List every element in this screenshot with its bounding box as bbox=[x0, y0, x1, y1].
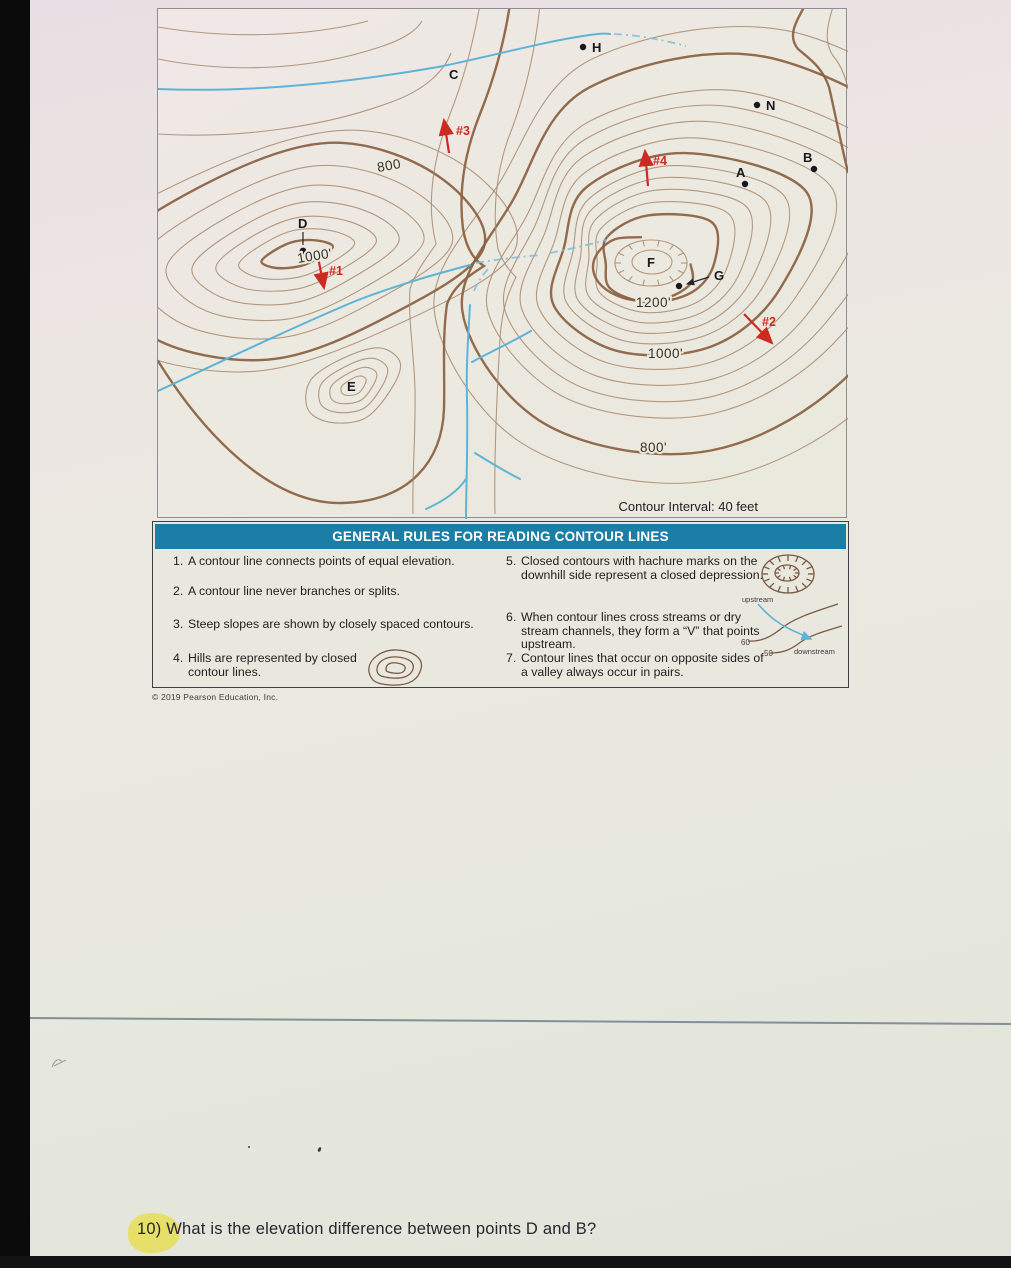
contour-label-800-right: 800' bbox=[640, 440, 668, 455]
contour-label-1200: 1200' bbox=[636, 295, 672, 310]
point-G-dot bbox=[676, 283, 682, 289]
rule-1 bbox=[173, 555, 498, 569]
hill-contours-icon bbox=[363, 644, 427, 690]
stream-south-branch-ne bbox=[472, 331, 531, 362]
point-F-label: F bbox=[647, 255, 655, 270]
rule-1-text: A contour line connects points of equal elevation. bbox=[188, 554, 455, 568]
rule-6-text: When contour lines cross streams or dry stream channels, they form a “V” that points upstream. bbox=[521, 610, 760, 651]
contour-lines-thin bbox=[158, 27, 848, 484]
stream-south-branch-sw bbox=[426, 479, 466, 509]
point-N-label: N bbox=[766, 98, 776, 113]
stream-north bbox=[158, 34, 610, 90]
rule-5-text: Closed contours with hachure marks on the downhill side represent a closed depression. bbox=[521, 554, 763, 582]
arrow-4-label: #4 bbox=[653, 154, 667, 168]
contour-map-svg bbox=[158, 9, 848, 519]
rule-6 bbox=[506, 611, 766, 652]
rule-2-text: A contour line never branches or splits. bbox=[188, 584, 400, 598]
map-points bbox=[298, 40, 817, 394]
stream-diagonal-intermittent bbox=[476, 240, 606, 263]
rule-4-text: Hills are represented by closed contour lines. bbox=[188, 651, 357, 679]
contour-interval-label: Contour Interval: 40 feet bbox=[618, 499, 758, 514]
pencil-scribble bbox=[50, 1055, 70, 1071]
point-A-dot bbox=[742, 181, 748, 187]
arrow-1-label: #1 bbox=[329, 264, 343, 278]
point-C-label: C bbox=[449, 67, 459, 82]
point-G-label: G bbox=[714, 268, 725, 283]
stream-v-icon bbox=[738, 592, 848, 660]
point-H-dot bbox=[580, 44, 586, 50]
rule-3-text: Steep slopes are shown by closely spaced contours. bbox=[188, 617, 474, 631]
contour-rules-box bbox=[152, 521, 849, 688]
stream-north-intermittent bbox=[614, 34, 686, 46]
rule-7-text: Contour lines that occur on opposite sides of a valley always occur in pairs. bbox=[521, 651, 764, 679]
topographic-map-figure bbox=[157, 8, 847, 518]
question-text: What is the elevation difference between points D and B? bbox=[166, 1220, 597, 1238]
downstream-label: downstream bbox=[794, 647, 835, 656]
copyright-notice: © 2019 Pearson Education, Inc. bbox=[152, 692, 279, 702]
rule-2-number: 2. bbox=[173, 584, 184, 598]
question-number: 10) bbox=[137, 1220, 162, 1238]
contour-50-label: 50 bbox=[764, 649, 773, 658]
rule-7 bbox=[506, 652, 771, 679]
stream-south-branch-se bbox=[475, 453, 520, 479]
point-D-label: D bbox=[298, 216, 308, 231]
rule-4 bbox=[173, 652, 374, 679]
point-H-label: H bbox=[592, 40, 602, 55]
question-10 bbox=[137, 1220, 596, 1250]
contour-label-800-left: 800 bbox=[375, 156, 403, 175]
rule-3 bbox=[173, 618, 498, 632]
point-B-label: B bbox=[803, 150, 813, 165]
screen-bezel-bottom bbox=[0, 1256, 1011, 1268]
contour-label-1000-d: 1000' bbox=[296, 245, 334, 266]
rule-5-number: 5. bbox=[506, 554, 517, 568]
contour-60-label: 60 bbox=[741, 638, 750, 647]
rules-header: GENERAL RULES FOR READING CONTOUR LINES bbox=[155, 524, 846, 549]
rule-7-number: 7. bbox=[506, 651, 517, 665]
rule-5 bbox=[506, 555, 779, 582]
rule-6-number: 6. bbox=[506, 610, 517, 624]
dust-speck bbox=[248, 1146, 250, 1148]
rule-1-number: 1. bbox=[173, 554, 184, 568]
point-N-dot bbox=[754, 102, 760, 108]
arrow-2-label: #2 bbox=[762, 315, 776, 329]
rule-4-number: 4. bbox=[173, 651, 184, 665]
rule-3-number: 3. bbox=[173, 617, 184, 631]
contour-elevation-labels bbox=[296, 156, 683, 455]
point-B-dot bbox=[811, 166, 817, 172]
point-E-label: E bbox=[347, 379, 356, 394]
contour-label-1000-right: 1000' bbox=[648, 346, 684, 361]
rule-2 bbox=[173, 585, 498, 599]
point-A-label: A bbox=[736, 165, 746, 180]
upstream-label: upstream bbox=[742, 595, 774, 604]
arrow-3-label: #3 bbox=[456, 124, 470, 138]
